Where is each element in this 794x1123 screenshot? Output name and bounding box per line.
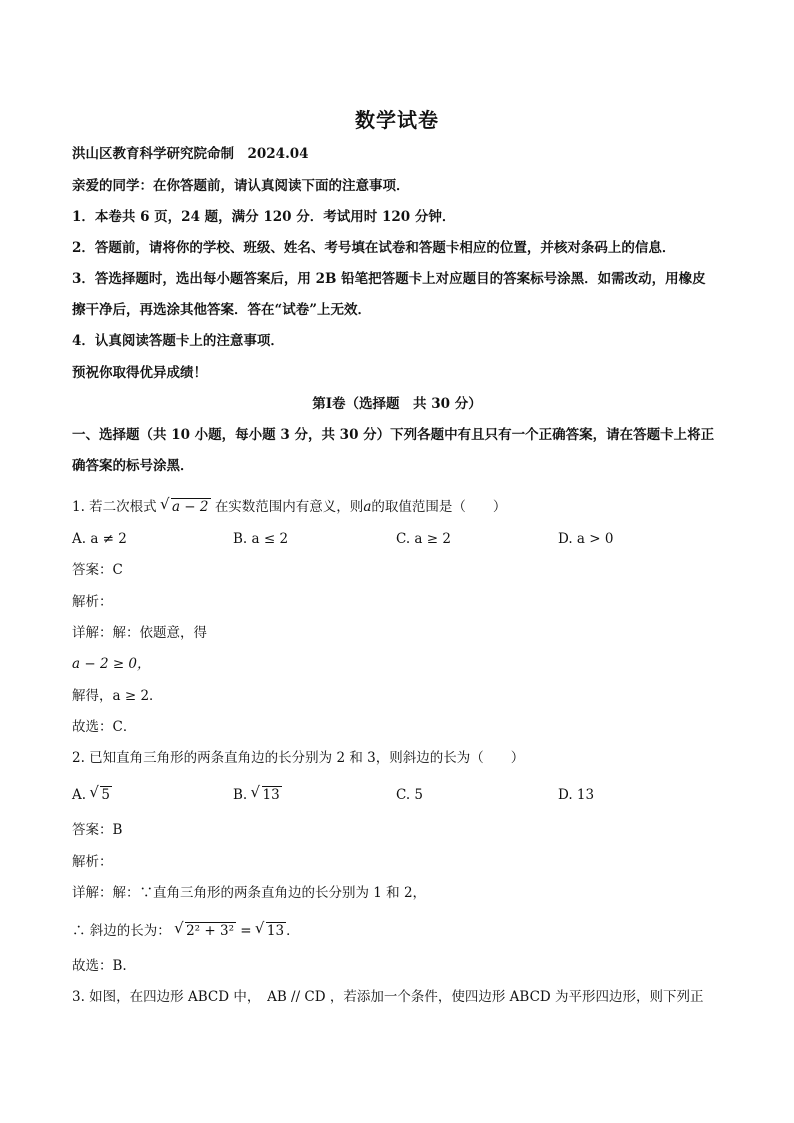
q1-option-c: C. a ≥ 2 <box>396 531 451 547</box>
q1-analysis: 解析： <box>72 594 113 610</box>
note-2: 2．答题前，请将你的学校、班级、姓名、考号填在试卷和答题卡相应的位置，并核对条码上的信息． <box>72 240 676 256</box>
q1-step-2: 解得，a ≥ 2． <box>72 688 163 704</box>
q2-option-d: D. 13 <box>558 787 595 803</box>
part-intro-2: 确答案的标号涂黑． <box>72 458 194 474</box>
q2-calc <box>72 922 300 940</box>
q2-analysis: 解析： <box>72 854 113 870</box>
q1-option-b: B. a ≤ 2 <box>233 531 289 547</box>
q2-calc-radical-2: √ 13 <box>266 922 286 939</box>
note-3-cont: 擦干净后，再选涂其他答案．答在“试卷”上无效． <box>72 302 372 318</box>
q1-detail: 详解：解：依题意，得 <box>72 625 207 641</box>
q2-option-b <box>233 786 282 804</box>
q1-stem-mid: 在实数范围内有意义，则 <box>214 499 364 515</box>
q2-stem: 2. 已知直角三角形的两条直角边的长分别为 2 和 3，则斜边的长为（ ） <box>72 750 525 766</box>
q2-calc-post: ． <box>286 923 300 939</box>
note-1: 1．本卷共 6 页，24 题，满分 120 分．考试用时 120 分钟． <box>72 209 456 225</box>
q1-option-d: D. a > 0 <box>558 531 614 547</box>
q2-option-a-radical: √ 5 <box>100 786 112 803</box>
q1-stem-post: 的取值范围是（ ） <box>371 499 507 515</box>
q1-option-a: A. a ≠ 2 <box>72 531 127 547</box>
q2-calc-pre: ∴ 斜边的长为： <box>72 923 171 939</box>
q2-calc-equals: = <box>236 923 256 939</box>
q1-choose: 故选：C． <box>72 719 137 735</box>
note-3: 3．答选择题时，选出每小题答案后，用 2B 铅笔把答题卡上对应题目的答案标号涂黑．如需改动，用橡皮 <box>72 271 706 287</box>
q2-option-b-radical: √ 13 <box>262 786 282 803</box>
q2-detail: 详解：解：∵直角三角形的两条直角边的长分别为 1 和 2， <box>72 885 427 901</box>
q1-step-1: a − 2 ≥ 0， <box>72 656 151 672</box>
q1-answer: 答案：C <box>72 562 123 578</box>
q2-answer: 答案：B <box>72 822 123 838</box>
part-intro-1: 一、选择题（共 10 小题，每小题 3 分，共 30 分）下列各题中有且只有一个正确答案，请在答题卡上将正 <box>72 427 715 443</box>
exam-meta: 洪山区教育科学研究院命制 2024.04 <box>72 146 309 162</box>
q2-option-a <box>72 786 112 804</box>
q2-option-c: C. 5 <box>396 787 424 803</box>
wish: 预祝你取得优异成绩！ <box>72 365 207 381</box>
q2-calc-radical: √ 2² + 3² <box>185 922 236 939</box>
q1-var: a <box>363 499 372 515</box>
exam-title: 数学试卷 <box>355 108 439 132</box>
q1-radical: √ a − 2 <box>171 498 211 515</box>
q3-stem: 3. 如图，在四边形 ABCD 中， AB // CD ，若添加一个条件，使四边形 ABCD 为平形四边形，则下列正 <box>72 989 704 1005</box>
section-title: 第Ⅰ卷（选择题 共 30 分） <box>312 396 482 412</box>
q1-stem-pre: 1. 若二次根式 <box>72 499 157 515</box>
q2-choose: 故选：B. <box>72 958 127 974</box>
q2-option-a-label: A. <box>72 787 87 803</box>
q1-stem <box>72 498 506 516</box>
note-4: 4．认真阅读答题卡上的注意事项． <box>72 333 284 349</box>
greeting: 亲爱的同学：在你答题前，请认真阅读下面的注意事项． <box>72 178 410 194</box>
q2-option-b-label: B. <box>233 787 248 803</box>
